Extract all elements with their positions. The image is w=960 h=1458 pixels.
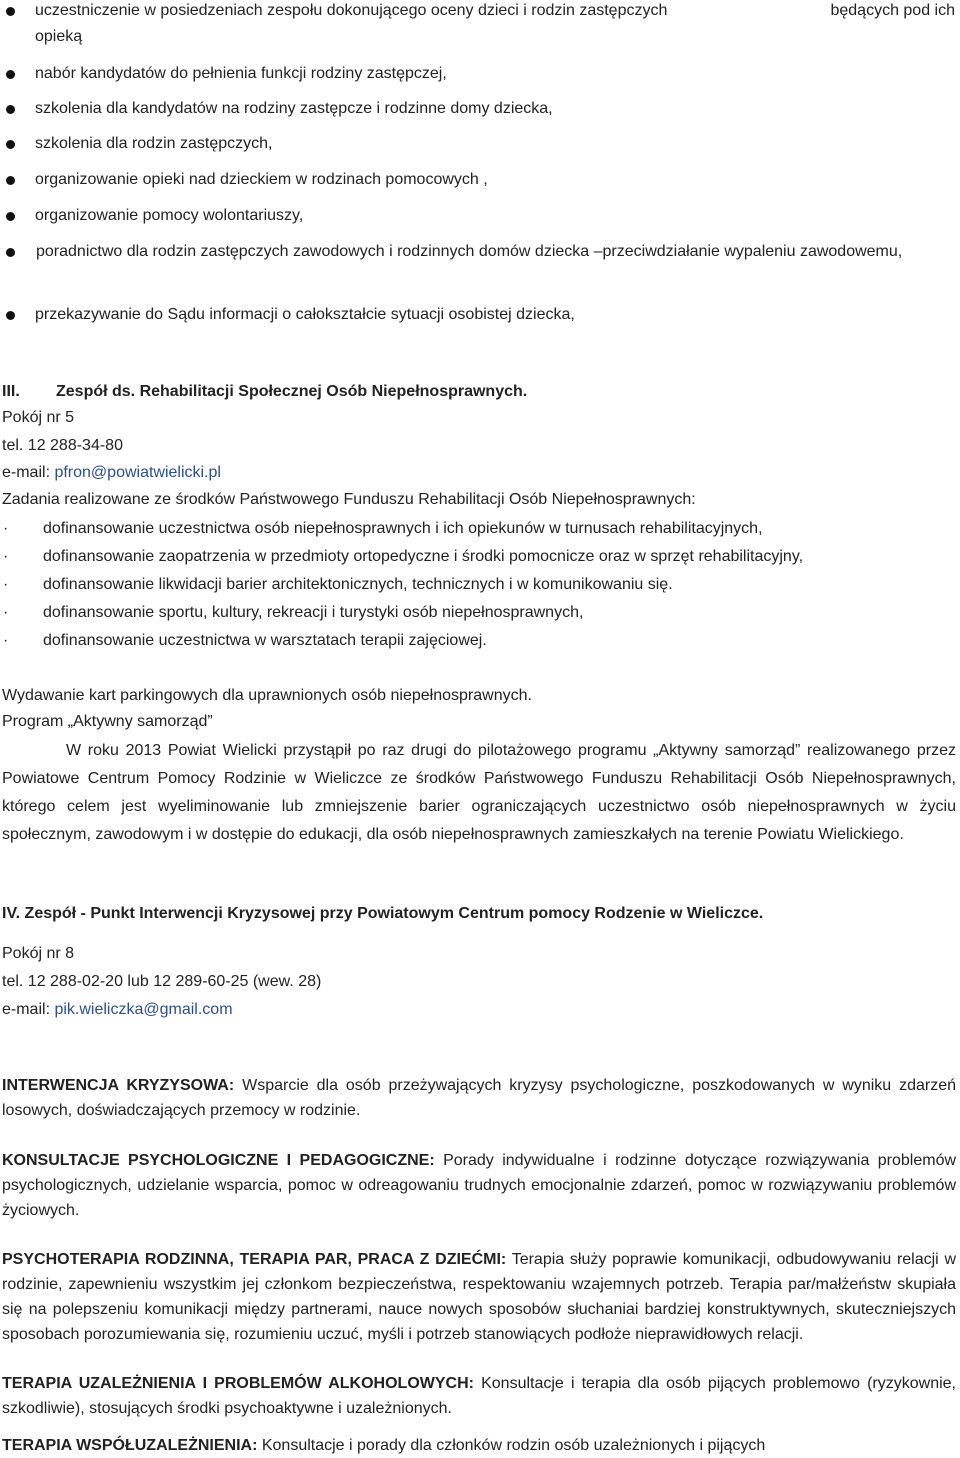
list-item: szkolenia dla rodzin zastępczych, <box>35 135 273 152</box>
task-item: dofinansowanie uczestnictwa osób niepełnosprawnych i ich opiekunów w turnusach rehabilitacyjnych, <box>43 520 763 537</box>
service-label: KONSULTACJE PSYCHOLOGICZNE I PEDAGOGICZNE: <box>2 1152 435 1169</box>
section-title: Zespół ds. Rehabilitacji Społecznej Osób Niepełnosprawnych. <box>56 383 528 400</box>
bullet-icon <box>6 70 15 79</box>
section-title: IV. Zespół - Punkt Interwencji Kryzysowej przy Powiatowym Centrum pomocy Rodzenie w Wieliczce. <box>2 905 764 922</box>
service-label: TERAPIA UZALEŻNIENIA I PROBLEMÓW ALKOHOLOWYCH: <box>2 1375 474 1392</box>
service-text: Konsultacje i terapia dla osób pijących problemowo (ryzykownie, szkodliwie), stosujących środki psychoaktywne i uzależnionych. <box>2 1375 957 1417</box>
bullet-icon <box>6 212 15 221</box>
phone-number: tel. 12 288-02-20 lub 12 289-60-25 (wew. 28) <box>2 973 322 990</box>
bullet-icon <box>6 140 15 149</box>
section-number: III. <box>2 383 20 400</box>
bullet-icon <box>6 248 15 257</box>
list-item: uczestniczenie w posiedzeniach zespołu dokonującego oceny dzieci i rodzin zastępczych <box>35 2 668 19</box>
list-item-continuation: będących pod ich <box>830 2 955 19</box>
service-text: Terapia służy poprawie komunikacji, odbudowywaniu relacji w rodzinie, zapewnieniu wszystkim jej członkom bezpieczeństwa, respektowaniu wzajemnych potrzeb. Terapia par/małżeństw skupiała się na polepszeniu komunikacji między partnerami, nauce nowych sposobów słuchaniai bardziej konstruktywnych, skuteczniejszych sposobach porozumiewania się, rozumieniu uczuć, myśli i potrzeb stanowiących podłoże nieprawidłowych relacji. <box>2 1251 957 1343</box>
parking-cards: Wydawanie kart parkingowych dla uprawnionych osób niepełnosprawnych. <box>2 687 532 704</box>
room-number: Pokój nr 8 <box>2 945 75 962</box>
service-label: INTERWENCJA KRYZYSOWA: <box>2 1077 235 1094</box>
email-link[interactable]: pfron@powiatwielicki.pl <box>54 464 221 481</box>
list-item: szkolenia dla kandydatów na rodziny zastępcze i rodzinne domy dziecka, <box>35 100 553 117</box>
program-title: Program „Aktywny samorząd” <box>2 713 213 730</box>
service-text: Konsultacje i porady dla członków rodzin osób uzależnionych i pijących <box>261 1437 766 1454</box>
email-link[interactable]: pik.wieliczka@gmail.com <box>54 1001 233 1018</box>
task-item: dofinansowanie zaopatrzenia w przedmioty ortopedyczne i środki pomocnicze oraz w sprzęt rehabilitacyjny, <box>43 548 804 565</box>
email-line <box>2 464 221 482</box>
task-item: dofinansowanie uczestnictwa w warsztatach terapii zajęciowej. <box>43 632 487 649</box>
service-text: Porady indywidualne i rodzinne dotyczące rozwiązywania problemów psychologicznych, udzielanie wsparcia, pomoc w odreagowaniu trudnych emocjonalnie zdarzeń, pomoc w rozwiązywaniu problemów życiowych. <box>2 1152 957 1219</box>
document-page: uczestniczenie w posiedzeniach zespołu dokonującego oceny dzieci i rodzin zastępczych będących pod ich opieką nabór kandydatów do pełnienia funkcji rodziny zastępczej, szkolenia dla kandydatów na rodziny zastępcze i rodzinne domy dziecka, szkolenia dla rodzin zastępczych, organizowanie opieki nad dzieckiem w rodzinach pomocowych , organizowanie pomocy wolontariuszy, poradnictwo dla rodzin zastępczych zawodowych i rodzinnych domów dziecka –przeciwdziałanie wypaleniu zawodowemu, przekazywanie do Sądu informacji o całokształcie sytuacji osobistej dziecka, III. Zespół ds. Rehabilitacji Społecznej Osób Niepełnosprawnych. Pokój nr 5 tel. 12 288-34-80 e-mail: pfron@powiatwielicki.pl Zadania realizowane ze środków Państwowego Funduszu Rehabilitacji Osób Niepełnosprawnych: · dofinansowanie uczestnictwa osób niepełnosprawnych i ich opiekunów w turnusach rehabilitacyjnych, · dofinansowanie zaopatrzenia w przedmioty ortopedyczne i środki pomocnicze oraz w sprzęt rehabilitacyjny, · dofinansowanie likwidacji barier architektonicznych, technicznych i w komunikowaniu się. · dofinansowanie sportu, kultury, rekreacji i turystyki osób niepełnosprawnych, · dofinansowanie uczestnictwa w warsztatach terapii zajęciowej. Wydawanie kart parkingowych dla uprawnionych osób niepełnosprawnych. Program „Aktywny samorząd” W roku 2013 Powiat Wielicki przystąpił po raz drugi do pilotażowego programu „Aktywny samorząd” realizowanego przez Powiatowe Centrum Pomocy Rodzinie w Wieliczce ze środków Państwowego Funduszu Rehabilitacji Osób Niepełnosprawnych, którego celem jest wyeliminowanie lub zmniejszenie barier ograniczających uczestnictwo osób niepełnosprawnych w życiu społecznym, zawodowym i w dostępie do edukacji, dla osób niepełnosprawnych zamieszkałych na terenie Powiatu Wielickiego. IV. Zespół - Punkt Interwencji Kryzysowej przy Powiatowym Centrum pomocy Rodzenie w Wieliczce. Pokój nr 8 tel. 12 288-02-20 lub 12 289-60-25 (wew. 28) e-mail: pik.wieliczka@gmail.com INTERWENCJA KRYZYSOWA: Wsparcie dla osób przeżywających kryzysy psychologiczne, poszkodowanych w wyniku zdarzeń losowych, doświadczających przemocy w rodzinie. KONSULTACJE PSYCHOLOGICZNE I PEDAGOGICZNE: Porady indywidualne i rodzinne dotyczące rozwiązywania problemów psychologicznych, udzielanie wsparcia, pomoc w odreagowaniu trudnych emocjonalnie zdarzeń, pomoc w rozwiązywaniu problemów życiowych. PSYCHOTERAPIA RODZINNA, TERAPIA PAR, PRACA Z DZIEĆMI: Terapia służy poprawie komunikacji, odbudowywaniu relacji w rodzinie, zapewnieniu wszystkim jej członkom bezpieczeństwa, respektowaniu wzajemnych potrzeb. Terapia par/małżeństw skupiała się na polepszeniu komunikacji między partnerami, nauce nowych sposobów słuchaniai bardziej konstruktywnych, skuteczniejszych sposobach porozumiewania się, rozumieniu uczuć, myśli i potrzeb stanowiących podłoże nieprawidłowych relacji. TERAPIA UZALEŻNIENIA I PROBLEMÓW ALKOHOLOWYCH: Konsultacje i terapia dla osób pijących problemowo (ryzykownie, szkodliwie), stosujących środki psychoaktywne i uzależnionych. TERAPIA WSPÓŁUZALEŻNIENIA: Konsultacje i porady dla członków rodzin osób uzależnionych i pijących <box>0 0 960 1458</box>
service-text: Wsparcie dla osób przeżywających kryzysy psychologiczne, poszkodowanych w wyniku zdarzeń losowych, doświadczających przemocy w rodzinie. <box>2 1077 957 1119</box>
bullet-icon <box>6 176 15 185</box>
room-number: Pokój nr 5 <box>2 409 75 426</box>
service-item <box>2 1433 956 1458</box>
service-item <box>2 1371 956 1421</box>
bullet-icon <box>6 311 15 320</box>
task-item: dofinansowanie likwidacji barier architektonicznych, technicznych i w komunikowaniu się. <box>43 576 673 593</box>
service-label: PSYCHOTERAPIA RODZINNA, TERAPIA PAR, PRACA Z DZIEĆMI: <box>2 1251 507 1268</box>
service-item <box>2 1247 956 1347</box>
list-item: przekazywanie do Sądu informacji o całokształcie sytuacji osobistej dziecka, <box>35 306 575 323</box>
tasks-intro: Zadania realizowane ze środków Państwowego Funduszu Rehabilitacji Osób Niepełnosprawnych: <box>2 491 696 508</box>
task-item: dofinansowanie sportu, kultury, rekreacji i turystyki osób niepełnosprawnych, <box>43 604 584 621</box>
list-item: poradnictwo dla rodzin zastępczych zawodowych i rodzinnych domów dziecka –przeciwdziałanie wypaleniu zawodowemu, <box>36 243 903 260</box>
list-item-continuation: opieką <box>35 28 83 45</box>
list-item: organizowanie opieki nad dzieckiem w rodzinach pomocowych , <box>35 171 488 188</box>
service-item <box>2 1148 956 1223</box>
bullet-icon <box>6 7 15 16</box>
bullet-icon <box>6 105 15 114</box>
email-label: e-mail: <box>2 464 55 481</box>
program-description: W roku 2013 Powiat Wielicki przystąpił po raz drugi do pilotażowego programu „Aktywny samorząd” realizowanego przez Powiatowe Centrum Pomocy Rodzinie w Wieliczce ze środków Państwowego Funduszu Rehabilitacji Osób Niepełnosprawnych, którego celem jest wyeliminowanie lub zmniejszenie barier ograniczających uczestnictwo osób niepełnosprawnych w życiu społecznym, zawodowym i w dostępie do edukacji, dla osób niepełnosprawnych zamieszkałych na terenie Powiatu Wielickiego. <box>2 742 956 843</box>
email-label: e-mail: <box>2 1001 55 1018</box>
service-label: TERAPIA WSPÓŁUZALEŻNIENIA: <box>2 1437 258 1454</box>
list-item: organizowanie pomocy wolontariuszy, <box>35 207 304 224</box>
service-item <box>2 1073 956 1123</box>
list-item: nabór kandydatów do pełnienia funkcji rodziny zastępczej, <box>35 65 447 82</box>
email-line <box>2 1001 233 1019</box>
phone-number: tel. 12 288-34-80 <box>2 437 123 454</box>
